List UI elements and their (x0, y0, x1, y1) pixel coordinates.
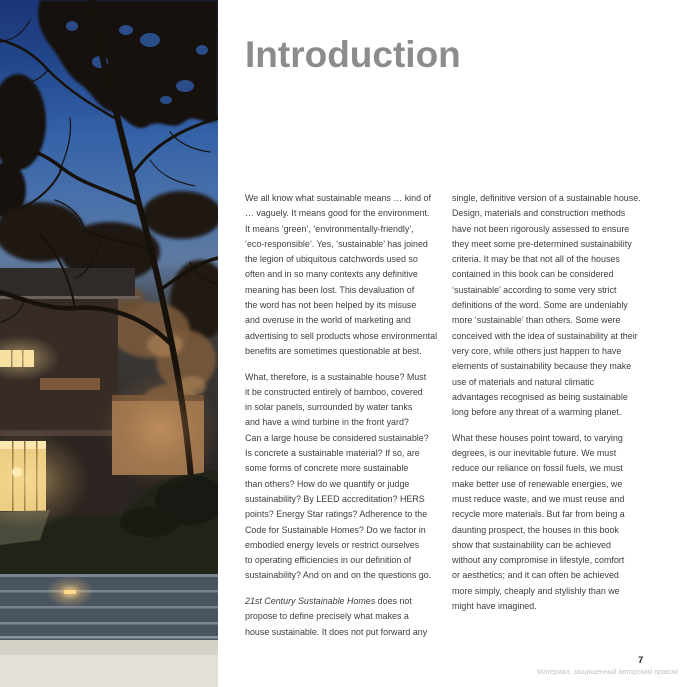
text-line: advantages recognised as being sustainable (452, 390, 628, 402)
text-line: Code for Sustainable Homes? Do we factor in (245, 523, 426, 535)
text-line: … vaguely. It means good for the environment. (245, 207, 430, 219)
text-line: or aesthetics; and it can often be achieved (452, 569, 619, 581)
text-line: ‘sustainable’ according to some very strict (452, 283, 617, 295)
text-line: more simply, cheaply and stylishly than we (452, 584, 620, 596)
text-line: What, therefore, is a sustainable house? Must (245, 370, 427, 382)
text-line: points? Energy Star ratings? Adherence to the (245, 508, 428, 520)
text-line: long before any threat of a warming planet. (452, 406, 622, 418)
paragraph (245, 593, 441, 639)
text-line: contained in this book can be considered (452, 268, 614, 280)
paragraph (452, 190, 648, 419)
step-light (64, 590, 76, 594)
text-line: What these houses point toward, to varying (452, 431, 623, 443)
pavement (0, 640, 218, 687)
text-line: Can a large house be considered sustainable? (245, 431, 429, 443)
text-line: they meet some pre-determined sustainability (452, 237, 632, 249)
text-line: without any compromise in lifestyle, comfort (452, 554, 625, 566)
text-line: and overuse in the world of marketing and (245, 314, 411, 326)
text-line: It means ‘green’, ‘environmentally-friendly’, (245, 222, 414, 234)
text-line: degrees, is our inevitable future. We must (452, 447, 617, 459)
text-line: very core, while others just happen to have (452, 344, 622, 356)
page-title: Introduction (245, 34, 461, 75)
text-line: conceived with the idea of sustainability at their (452, 329, 638, 341)
paragraph (452, 430, 648, 614)
watermark: Материал, защищенный авторским правом (537, 669, 678, 676)
text-line: the legion of ubiquitous catchwords used so (245, 253, 418, 265)
text-column-left (245, 190, 441, 649)
text-line: than others? How do we quantify or judge (245, 477, 410, 489)
text-line: Design, materials and construction methods (452, 207, 626, 219)
text-line: use of materials and natural climatic (452, 375, 595, 387)
text-line: to operating efficiencies in our definition of (245, 554, 412, 566)
text-line: reduce our reliance on fossil fuels, we must (452, 462, 623, 474)
text-line: recycle more materials. But far from being a (452, 508, 625, 520)
text-line: sustainability? And on and on the questions go. (245, 569, 432, 581)
text-line: definitions of the word. Some are undeniably (452, 299, 628, 311)
text-line: single, definitive version of a sustainable house. (452, 192, 641, 203)
tree-canopy-upper (0, 0, 218, 218)
text-line: Is concrete a sustainable material? If so, are (245, 447, 420, 459)
text-line: show that sustainability can be achieved (452, 538, 611, 550)
text-line: daunting prospect, the houses in this book (452, 523, 619, 535)
photo-illustration (0, 0, 218, 687)
text-line: We all know what sustainable means … kind of (245, 192, 431, 203)
text-line: might have imagined. (452, 600, 537, 612)
text-line: sustainability? By LEED accreditation? HERS (245, 492, 425, 504)
text-line: meaning has been lost. This devaluation of (245, 283, 415, 295)
text-line: embodied energy levels or restrict ourselves (245, 538, 420, 550)
text-line: the word has not been helped by its misuse (245, 299, 417, 311)
text-line: elements of sustainability because they make (452, 360, 632, 372)
text-line: advertising to sell products whose environmental (245, 329, 438, 341)
text-line: ‘eco-responsible’. Yes, ‘sustainable’ has joined (245, 237, 428, 249)
text-column-right (452, 190, 648, 624)
text-line: propose to define precisely what makes a (245, 610, 409, 622)
text-line: must reduce waste, and we must reuse and (452, 492, 625, 504)
paragraph (245, 190, 441, 358)
page-number: 7 (638, 655, 644, 666)
text-line: some forms of concrete more sustainable (245, 462, 409, 474)
text-line: and have a wind turbine in the front yard? (245, 416, 409, 428)
text-line: make better use of renewable energies, we (452, 477, 623, 489)
cover-photo (0, 0, 218, 687)
text-line: in solar panels, surrounded by water tanks (245, 401, 413, 413)
text-line: benefits are sometimes questionable at best. (245, 344, 422, 356)
text-line: house sustainable. It does not put forward any (245, 625, 428, 637)
text-line (245, 593, 441, 608)
text-run: does not (375, 595, 412, 607)
text-line: it be constructed entirely of bamboo, covered (245, 385, 423, 397)
paragraph (245, 369, 441, 583)
text-line: more ‘sustainable’ than others. Some were (452, 314, 621, 326)
text-line: criteria. It may be that not all of the houses (452, 253, 620, 265)
stairs (0, 574, 218, 640)
book-title: 21st Century Sustainable Homes (245, 595, 376, 607)
text-line: have not been rigorously assessed to ensure (452, 222, 630, 234)
text-line: often and in so many contexts any definitive (245, 268, 418, 280)
